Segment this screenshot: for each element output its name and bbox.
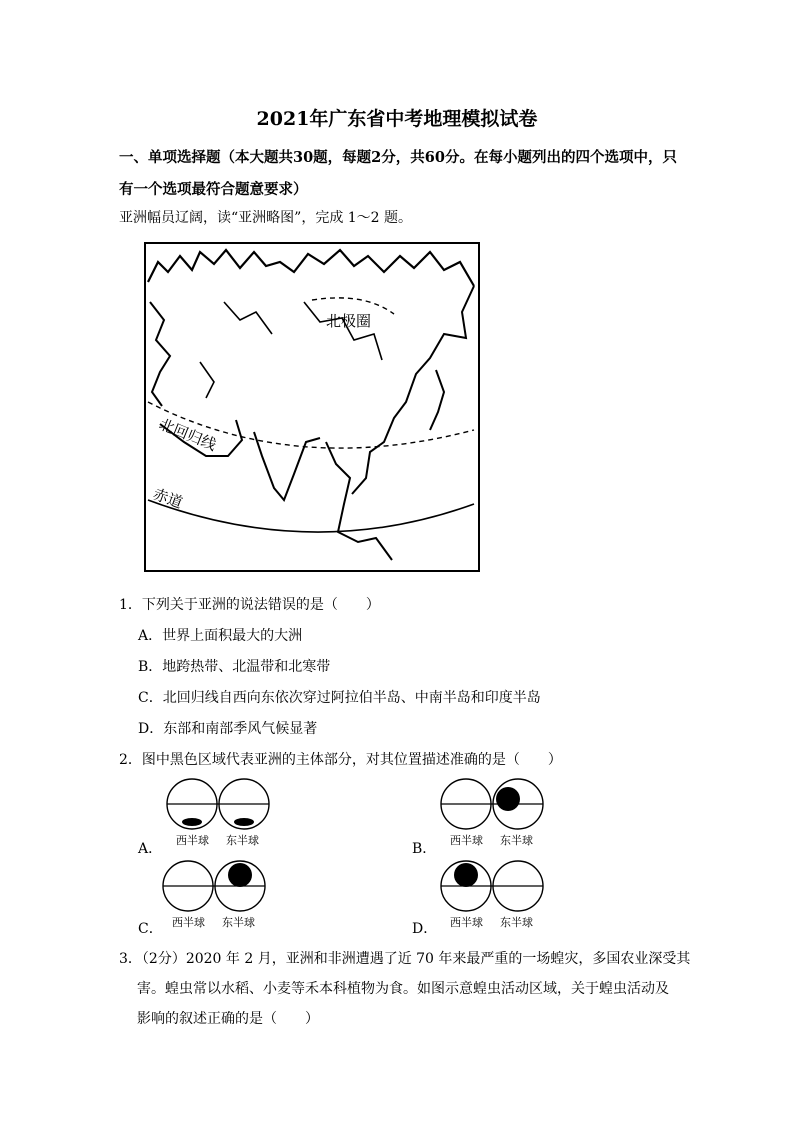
q2-a-east-label: 东半球	[226, 834, 259, 847]
q2-figure-b	[440, 778, 544, 834]
section-heading-line1: 一、单项选择题（本大题共30题，每题2分，共60分。在每小题列出的四个选项中，只	[119, 149, 677, 166]
tropic-label: 北回归线	[156, 415, 219, 455]
q2-a-west-label: 西半球	[176, 834, 209, 847]
q3-line1: 3．（2分）2020 年 2 月，亚洲和非洲遭遇了近 70 年来最严重的一场蝗灾，多国农业深受其	[119, 951, 691, 967]
q2-letter-a: A．	[138, 841, 163, 857]
q2-figure-c	[162, 860, 266, 916]
q3-line3: 影响的叙述正确的是（ ）	[137, 1011, 319, 1027]
q1-option-b: B．地跨热带、北温带和北寒带	[138, 659, 331, 675]
q1-option-c: C．北回归线自西向东依次穿过阿拉伯半岛、中南半岛和印度半岛	[138, 690, 541, 706]
q2-d-east-label: 东半球	[500, 916, 533, 929]
asia-map-figure	[144, 242, 480, 572]
section-heading-line2: 有一个选项最符合题意要求）	[119, 181, 308, 198]
q2-c-east-label: 东半球	[222, 916, 255, 929]
q2-c-west-label: 西半球	[172, 916, 205, 929]
asia-map	[144, 242, 480, 572]
arctic-circle-label: 北极圈	[326, 312, 372, 330]
q2-letter-d: D．	[412, 921, 438, 937]
q3-line2: 害。蝗虫常以水稻、小麦等禾本科植物为食。如图示意蝗虫活动区域，关于蝗虫活动及	[137, 981, 669, 997]
q2-b-east-label: 东半球	[500, 834, 533, 847]
q1-option-d: D．东部和南部季风气候显著	[138, 721, 318, 737]
q1-option-a: A．世界上面积最大的大洲	[138, 628, 303, 644]
q1-stem: 1．下列关于亚洲的说法错误的是（ ）	[119, 597, 380, 613]
intro-text: 亚洲幅员辽阔，读“亚洲略图”，完成 1～2 题。	[119, 210, 413, 226]
q2-figure-d	[440, 860, 544, 916]
q2-b-west-label: 西半球	[450, 834, 483, 847]
equator-label: 赤道	[150, 484, 185, 513]
q2-letter-b: B．	[412, 841, 437, 857]
q2-stem: 2．图中黑色区域代表亚洲的主体部分，对其位置描述准确的是（ ）	[119, 752, 562, 768]
q2-figure-a	[166, 778, 270, 834]
q2-letter-c: C．	[138, 921, 163, 937]
page-title: 2021年广东省中考地理模拟试卷	[256, 108, 538, 130]
q2-d-west-label: 西半球	[450, 916, 483, 929]
